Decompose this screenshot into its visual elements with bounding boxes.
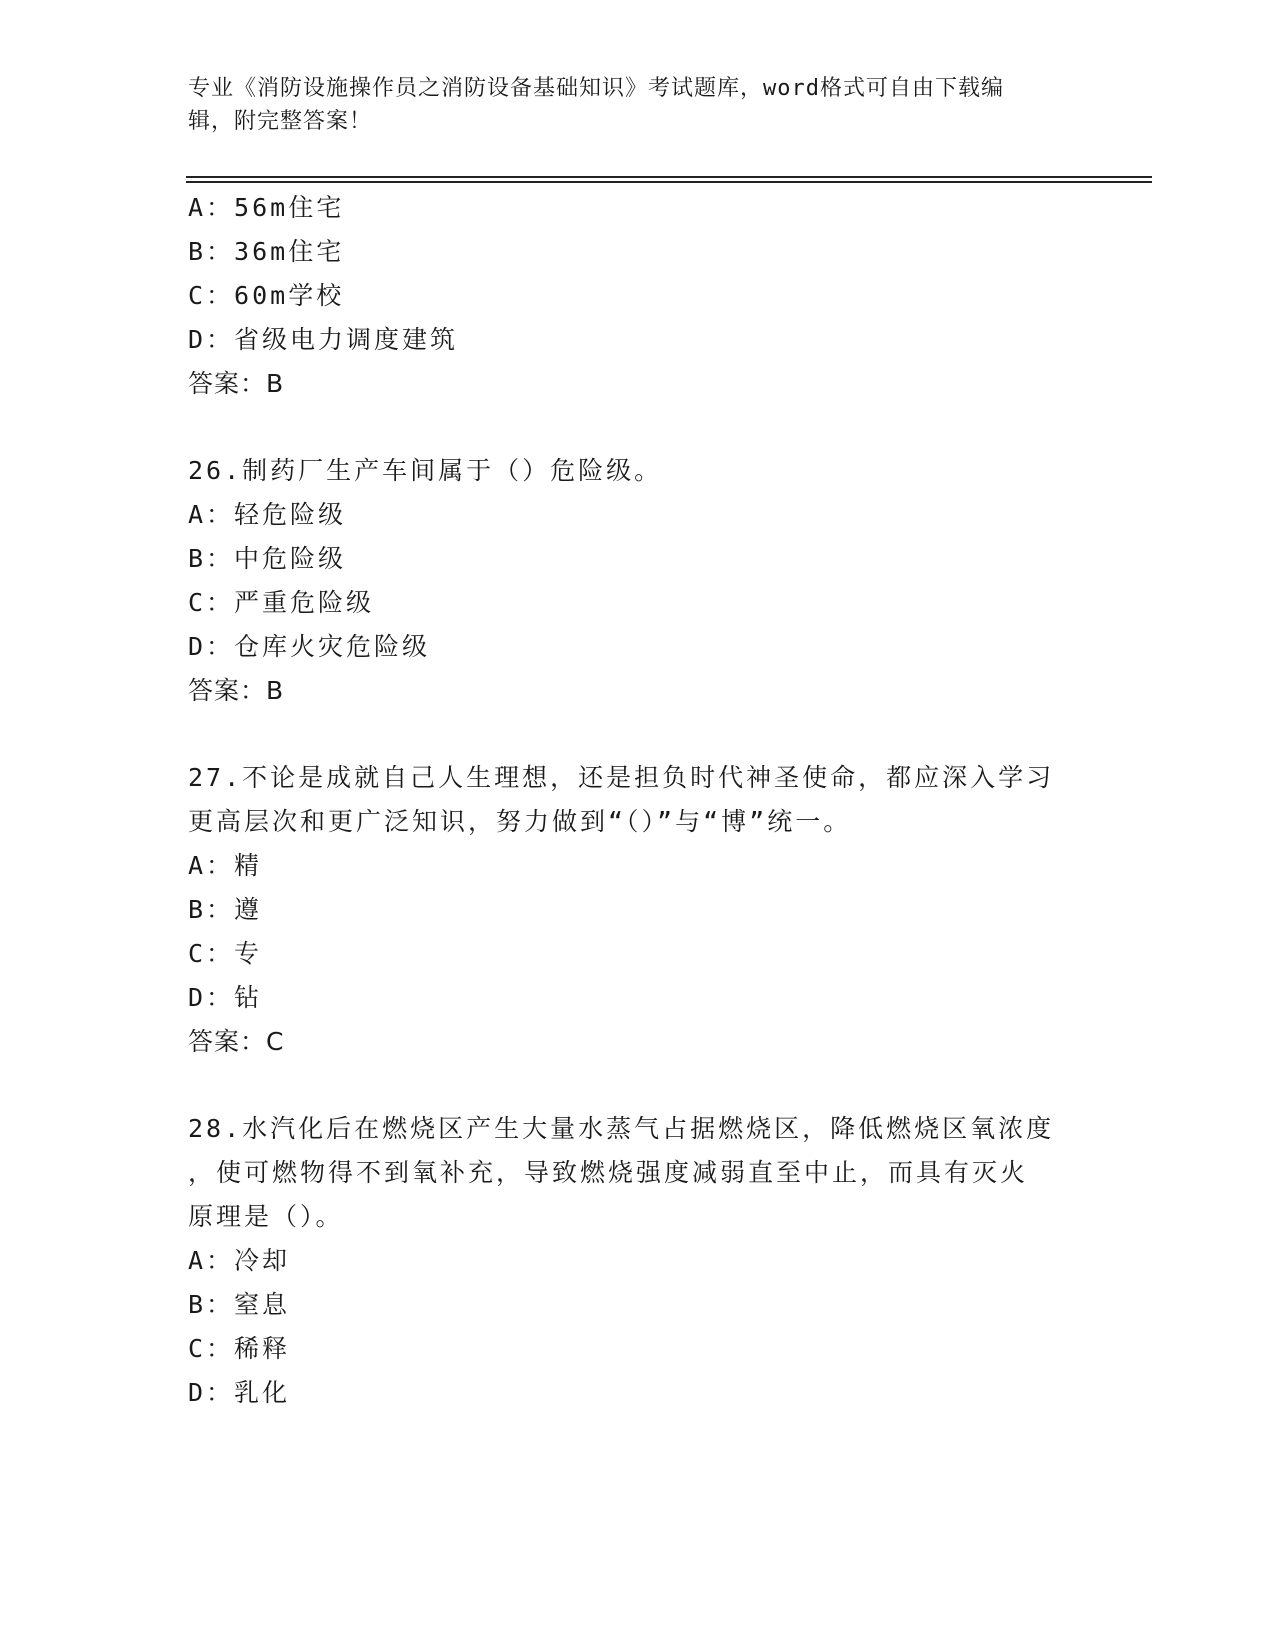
q28-stem-line-3: 原理是（）。 <box>188 1202 344 1231</box>
q27-stem-line-1: 27.不论是成就自己人生理想，还是担负时代神圣使命，都应深入学习 <box>188 763 1055 792</box>
q28-stem-line-2: ，使可燃物得不到氧补充，导致燃烧强度减弱直至中止，而具有灭火 <box>188 1158 1029 1187</box>
q25-option-b: B：36m住宅 <box>188 237 345 266</box>
q28-option-d: D：乳化 <box>188 1378 291 1407</box>
q25-option-c: C：60m学校 <box>188 281 345 310</box>
header-line-1: 专业《消防设施操作员之消防设备基础知识》考试题库，word格式可自由下载编 <box>188 76 1004 101</box>
q27-option-b: B：遵 <box>188 895 263 924</box>
q26-option-c: C：严重危险级 <box>188 588 375 617</box>
q28-option-a: A：冷却 <box>188 1246 291 1275</box>
q27-answer-value: C <box>266 1027 285 1056</box>
q27-answer-label: 答案： <box>188 1027 267 1056</box>
q27-answer <box>188 1026 284 1058</box>
q27-option-c: C：专 <box>188 939 263 968</box>
q28-option-b: B：窒息 <box>188 1290 291 1319</box>
q26-option-b: B：中危险级 <box>188 544 347 573</box>
q25-option-a: A：56m住宅 <box>188 193 345 222</box>
q28-stem-line-1: 28.水汽化后在燃烧区产生大量水蒸气占据燃烧区，降低燃烧区氧浓度 <box>188 1114 1055 1143</box>
q27-option-d: D：钻 <box>188 983 263 1012</box>
header-line-2: 辑，附完整答案！ <box>188 109 373 134</box>
q25-answer-label: 答案： <box>188 369 267 398</box>
header-divider-top <box>186 176 1152 178</box>
header-divider-bottom <box>186 181 1152 183</box>
q26-answer-value: B <box>266 676 285 705</box>
q27-option-a: A：精 <box>188 851 263 880</box>
q28-option-c: C：稀释 <box>188 1334 291 1363</box>
q26-stem: 26.制药厂生产车间属于（）危险级。 <box>188 456 663 485</box>
q25-answer <box>188 368 284 400</box>
document-header <box>188 72 1088 138</box>
q25-answer-value: B <box>266 369 285 398</box>
q26-option-d: D：仓库火灾危险级 <box>188 632 431 661</box>
q26-answer-label: 答案： <box>188 676 267 705</box>
q26-option-a: A：轻危险级 <box>188 500 347 529</box>
q27-stem-line-2: 更高层次和更广泛知识，努力做到“（）”与“博”统一。 <box>188 807 852 836</box>
q25-option-d: D：省级电力调度建筑 <box>188 325 459 354</box>
q26-answer <box>188 675 284 707</box>
